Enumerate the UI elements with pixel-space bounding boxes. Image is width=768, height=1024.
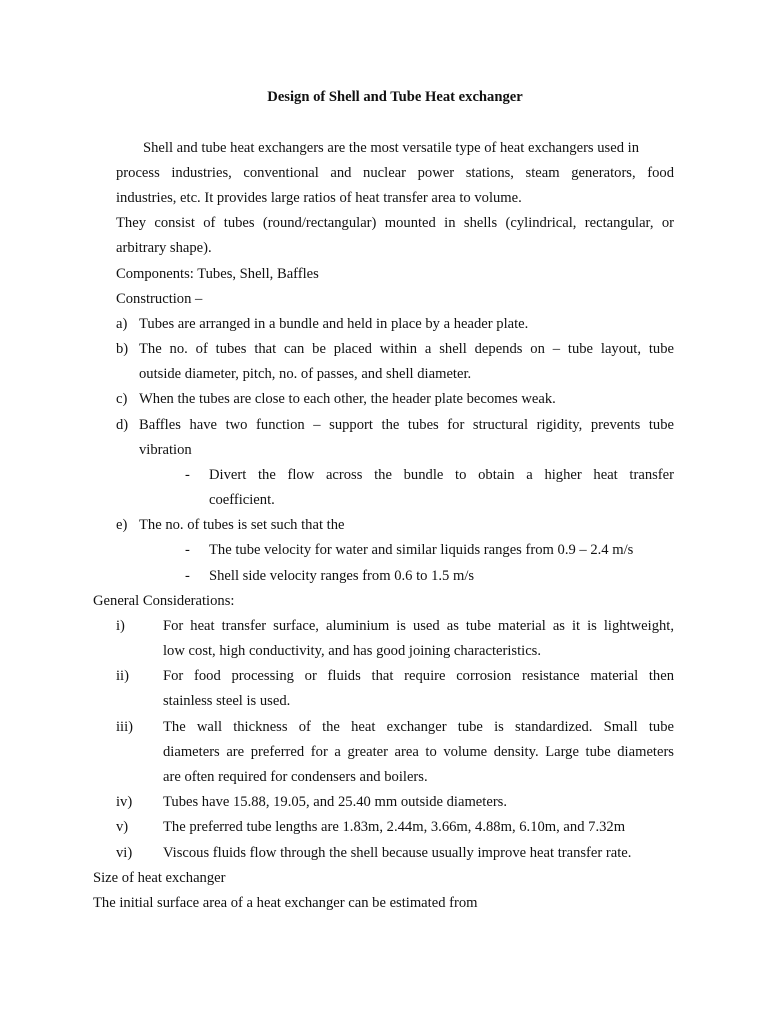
components-line: Components: Tubes, Shell, Baffles (116, 266, 319, 282)
list-marker-v: v) (116, 819, 129, 835)
sub-bullet-e1-dash: - (185, 542, 190, 558)
list-marker-iii: iii) (116, 719, 134, 735)
list-marker-ii: ii) (116, 668, 129, 684)
list-marker-vi: vi) (116, 845, 133, 861)
sub-bullet-e2-dash: - (185, 568, 190, 584)
consideration-iii: The wall thickness of the heat exchanger tube is standardized. Small tube (163, 719, 674, 735)
consideration-iii-cont: diameters are preferred for a greater area to volume density. Large tube diameters (163, 744, 674, 760)
list-marker-a: a) (116, 316, 128, 332)
consideration-iv: Tubes have 15.88, 19.05, and 25.40 mm outside diameters. (163, 794, 508, 810)
consideration-i-cont: low cost, high conductivity, and has good joining characteristics. (163, 643, 542, 659)
sub-bullet-d1: Divert the flow across the bundle to obtain a higher heat transfer (209, 467, 674, 483)
intro-line-5: arbitrary shape). (116, 240, 212, 256)
list-marker-iv: iv) (116, 794, 133, 810)
general-considerations-heading: General Considerations: (93, 593, 235, 609)
intro-line-3: industries, etc. It provides large ratios of heat transfer area to volume. (116, 190, 522, 206)
list-marker-b: b) (116, 341, 129, 357)
intro-line-2: process industries, conventional and nuclear power stations, steam generators, food (116, 165, 674, 181)
intro-line-1: Shell and tube heat exchangers are the most versatile type of heat exchangers used in (143, 140, 640, 156)
construction-item-b: The no. of tubes that can be placed within a shell depends on – tube layout, tube (139, 341, 674, 357)
size-text: The initial surface area of a heat exchanger can be estimated from (93, 895, 478, 911)
construction-item-d-cont: vibration (139, 442, 192, 458)
list-marker-i: i) (116, 618, 125, 634)
construction-item-a: Tubes are arranged in a bundle and held in place by a header plate. (139, 316, 529, 332)
construction-item-c: When the tubes are close to each other, the header plate becomes weak. (139, 391, 556, 407)
sub-bullet-d1-cont: coefficient. (209, 492, 275, 508)
list-marker-e: e) (116, 517, 128, 533)
construction-heading: Construction – (116, 291, 203, 307)
consideration-vi: Viscous fluids flow through the shell because usually improve heat transfer rate. (163, 845, 632, 861)
consideration-v: The preferred tube lengths are 1.83m, 2.44m, 3.66m, 4.88m, 6.10m, and 7.32m (163, 819, 626, 835)
consideration-iii-cont-2: are often required for condensers and boilers. (163, 769, 428, 785)
consideration-ii-cont: stainless steel is used. (163, 693, 291, 709)
list-marker-d: d) (116, 417, 129, 433)
intro-line-4: They consist of tubes (round/rectangular) mounted in shells (cylindrical, rectangular, or (116, 215, 674, 231)
size-heading: Size of heat exchanger (93, 870, 226, 886)
consideration-ii: For food processing or fluids that require corrosion resistance material then (163, 668, 674, 684)
construction-item-d: Baffles have two function – support the tubes for structural rigidity, prevents tube (139, 417, 674, 433)
page-title: Design of Shell and Tube Heat exchanger (267, 89, 523, 105)
consideration-i: For heat transfer surface, aluminium is used as tube material as it is lightweight, (163, 618, 674, 634)
list-marker-c: c) (116, 391, 128, 407)
sub-bullet-e2: Shell side velocity ranges from 0.6 to 1.5 m/s (209, 568, 475, 584)
construction-item-e: The no. of tubes is set such that the (139, 517, 345, 533)
sub-bullet-d1-dash: - (185, 467, 190, 483)
construction-item-b-cont: outside diameter, pitch, no. of passes, and shell diameter. (139, 366, 472, 382)
sub-bullet-e1: The tube velocity for water and similar liquids ranges from 0.9 – 2.4 m/s (209, 542, 634, 558)
